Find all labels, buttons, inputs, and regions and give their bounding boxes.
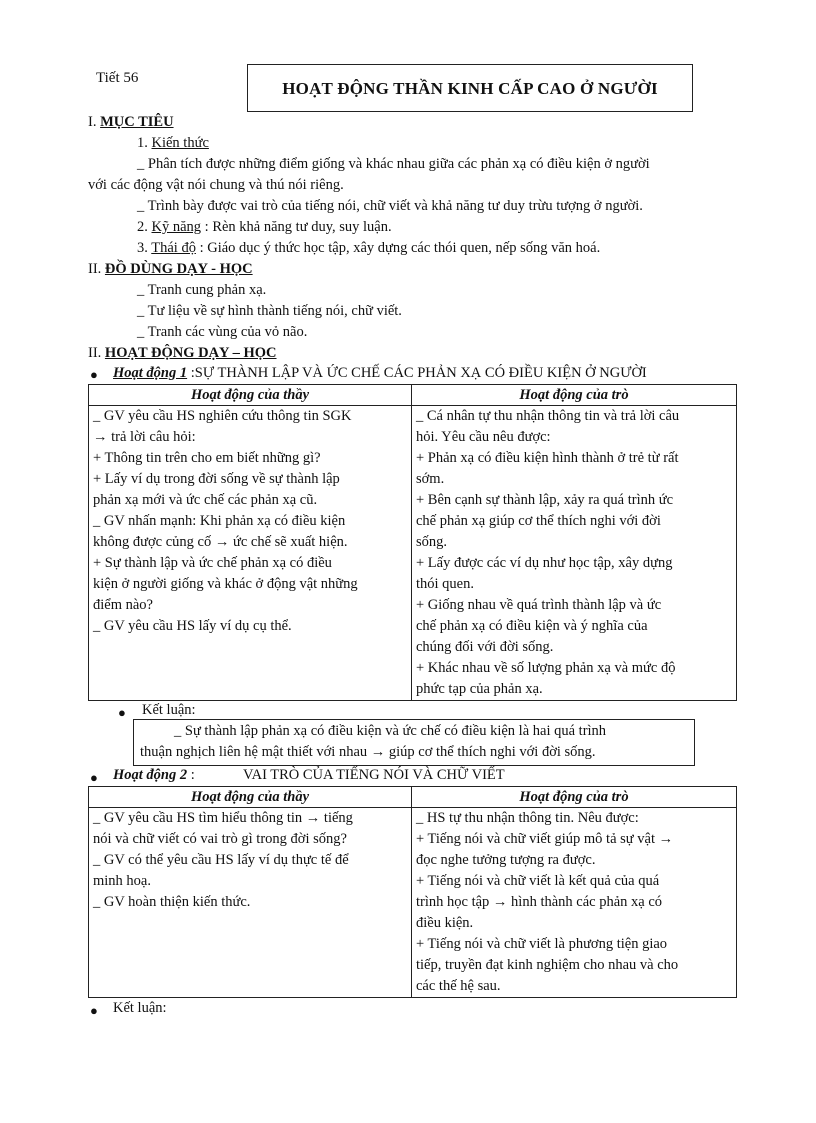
cell-line: _ GV có thể yêu cầu HS lấy ví dụ thực tế để <box>93 852 349 868</box>
teacher-column-header: Hoạt động của thầy <box>89 787 412 808</box>
section-objectives-heading <box>88 112 174 133</box>
conclusion1-label: Kết luận: <box>142 702 196 718</box>
page-title-text: HOẠT ĐỘNG THẦN KINH CẤP CAO Ở NGƯỜI <box>282 78 658 98</box>
cell-line: thói quen. <box>416 576 474 592</box>
cell-line: chúng đối với đời sống. <box>416 639 554 655</box>
cell-line: tiếp, truyền đạt kinh nghiệm cho nhau và cho <box>416 957 679 973</box>
knowledge-line: với các động vật nói chung và thú nói riêng. <box>88 177 344 193</box>
activity2-title: VAI TRÒ CỦA TIẾNG NÓI VÀ CHỮ VIẾT <box>243 767 505 783</box>
cell-line: + Phản xạ có điều kiện hình thành ở trẻ từ rất <box>416 450 679 466</box>
teacher-cell <box>89 406 412 701</box>
cell-line: chế phản xạ giúp cơ thể thích nghi với đời <box>416 513 661 529</box>
bullet-icon: ● <box>90 770 98 785</box>
section-title: ĐỒ DÙNG DẠY - HỌC <box>104 261 253 277</box>
attitude-line <box>137 238 600 259</box>
materials-item: _ Tranh cung phản xạ. <box>137 282 267 298</box>
cell-line: + Lấy được các ví dụ như học tập, xây dựng <box>416 555 673 571</box>
cell-line: + Sự thành lập và ức chế phản xạ có điều <box>93 555 332 571</box>
conclusion2-label: Kết luận: <box>113 1000 167 1016</box>
cell-line: kiện ở người giống và khác ở động vật những <box>93 576 358 592</box>
cell-line: + Tiếng nói và chữ viết là kết quả của quá <box>416 873 660 889</box>
lesson-number: Tiết 56 <box>96 70 139 86</box>
cell-line: + Giống nhau về quá trình thành lập và ức <box>416 597 662 613</box>
student-column-header: Hoạt động của trò <box>412 787 737 808</box>
student-cell <box>412 406 737 701</box>
cell-line: trình học tập → hình thành các phản xạ có <box>416 894 663 910</box>
skill-line <box>137 217 392 238</box>
student-column-header: Hoạt động của trò <box>412 385 737 406</box>
activity2-sep: : <box>187 767 195 783</box>
cell-line: + Bên cạnh sự thành lập, xảy ra quá trình ức <box>416 492 674 508</box>
activity1-heading <box>113 363 647 384</box>
cell-line: _ GV yêu cầu HS tìm hiểu thông tin → tiếng <box>93 810 353 826</box>
conclusion-line: _ Sự thành lập phản xạ có điều kiện và ức chế có điều kiện là hai quá trình <box>174 723 607 739</box>
section-activities-heading <box>88 343 277 364</box>
item-number: 3. <box>137 240 152 256</box>
cell-line: hỏi. Yêu cầu nêu được: <box>416 429 551 445</box>
cell-line: nói và chữ viết có vai trò gì trong đời sống? <box>93 831 347 847</box>
section-numeral: II. <box>88 261 105 277</box>
knowledge-line: _ Phân tích được những điểm giống và khác nhau giữa các phản xạ có điều kiện ở người <box>137 156 650 172</box>
cell-line: không được củng cố → ức chế sẽ xuất hiện. <box>93 534 348 550</box>
cell-line: _ Cá nhân tự thu nhận thông tin và trả lời câu <box>416 408 680 424</box>
section-numeral: II. <box>88 345 105 361</box>
activity2-table <box>88 786 737 998</box>
activity2-heading <box>113 765 195 786</box>
skill-label: Kỹ năng <box>151 219 202 235</box>
page-title <box>247 64 693 112</box>
cell-line: phức tạp của phản xạ. <box>416 681 543 697</box>
activity1-title: :SỰ THÀNH LẬP VÀ ỨC CHẾ CÁC PHẢN XẠ CÓ ĐIỀU KIỆN Ở NGƯỜI <box>187 365 647 381</box>
bullet-icon: ● <box>90 367 98 382</box>
cell-line: sống. <box>416 534 448 550</box>
item-number: 1. <box>137 135 152 151</box>
attitude-text: : Giáo dục ý thức học tập, xây dựng các thói quen, nếp sống văn hoá. <box>195 240 601 256</box>
table-header-row <box>89 787 737 808</box>
cell-line: phản xạ mới và ức chế các phản xạ cũ. <box>93 492 318 508</box>
materials-item: _ Tranh các vùng của vỏ não. <box>137 324 308 340</box>
cell-line: điểm nào? <box>93 597 153 613</box>
knowledge-label: Kiến thức <box>151 135 209 151</box>
materials-item: _ Tư liệu về sự hình thành tiếng nói, chữ viết. <box>137 303 402 319</box>
section-title: HOẠT ĐỘNG DẠY – HỌC <box>104 345 277 361</box>
table-row <box>89 406 737 701</box>
teacher-cell <box>89 808 412 998</box>
cell-line: _ GV yêu cầu HS lấy ví dụ cụ thể. <box>93 618 292 634</box>
cell-line: chế phản xạ có điều kiện và ý nghĩa của <box>416 618 648 634</box>
cell-line: + Tiếng nói và chữ viết giúp mô tả sự vật → <box>416 831 674 847</box>
cell-line: _ GV yêu cầu HS nghiên cứu thông tin SGK <box>93 408 352 424</box>
knowledge-heading <box>137 133 209 154</box>
activity1-label: Hoạt động 1 <box>113 365 188 381</box>
conclusion-line: thuận nghịch liên hệ mật thiết với nhau → giúp cơ thể thích nghi với đời sống. <box>140 744 596 760</box>
cell-line: _ GV nhấn mạnh: Khi phản xạ có điều kiện <box>93 513 346 529</box>
conclusion1-box <box>133 719 695 766</box>
activity2-label: Hoạt động 2 <box>113 767 188 783</box>
cell-line: các thế hệ sau. <box>416 978 501 994</box>
cell-line: sớm. <box>416 471 445 487</box>
cell-line: + Tiếng nói và chữ viết là phương tiện giao <box>416 936 668 952</box>
attitude-label: Thái độ <box>151 240 196 256</box>
teacher-column-header: Hoạt động của thầy <box>89 385 412 406</box>
table-header-row <box>89 385 737 406</box>
student-cell <box>412 808 737 998</box>
cell-line: _ GV hoàn thiện kiến thức. <box>93 894 251 910</box>
cell-line: + Lấy ví dụ trong đời sống về sự thành lập <box>93 471 340 487</box>
cell-line: + Thông tin trên cho em biết những gì? <box>93 450 321 466</box>
cell-line: _ HS tự thu nhận thông tin. Nêu được: <box>416 810 639 826</box>
skill-text: : Rèn khả năng tư duy, suy luận. <box>201 219 392 235</box>
item-number: 2. <box>137 219 152 235</box>
knowledge-line: _ Trình bày được vai trò của tiếng nói, chữ viết và khả năng tư duy trừu tượng ở người. <box>137 198 643 214</box>
section-title: MỤC TIÊU <box>100 114 174 130</box>
bullet-icon: ● <box>118 705 126 720</box>
section-numeral: I. <box>88 114 101 130</box>
cell-line: minh hoạ. <box>93 873 151 889</box>
activity1-table <box>88 384 737 701</box>
cell-line: + Khác nhau về số lượng phản xạ và mức độ <box>416 660 676 676</box>
table-row <box>89 808 737 998</box>
cell-line: điều kiện. <box>416 915 474 931</box>
section-materials-heading <box>88 259 253 280</box>
cell-line: → trả lời câu hỏi: <box>93 429 196 445</box>
cell-line: đọc nghe tưởng tượng ra được. <box>416 852 596 868</box>
bullet-icon: ● <box>90 1003 98 1018</box>
